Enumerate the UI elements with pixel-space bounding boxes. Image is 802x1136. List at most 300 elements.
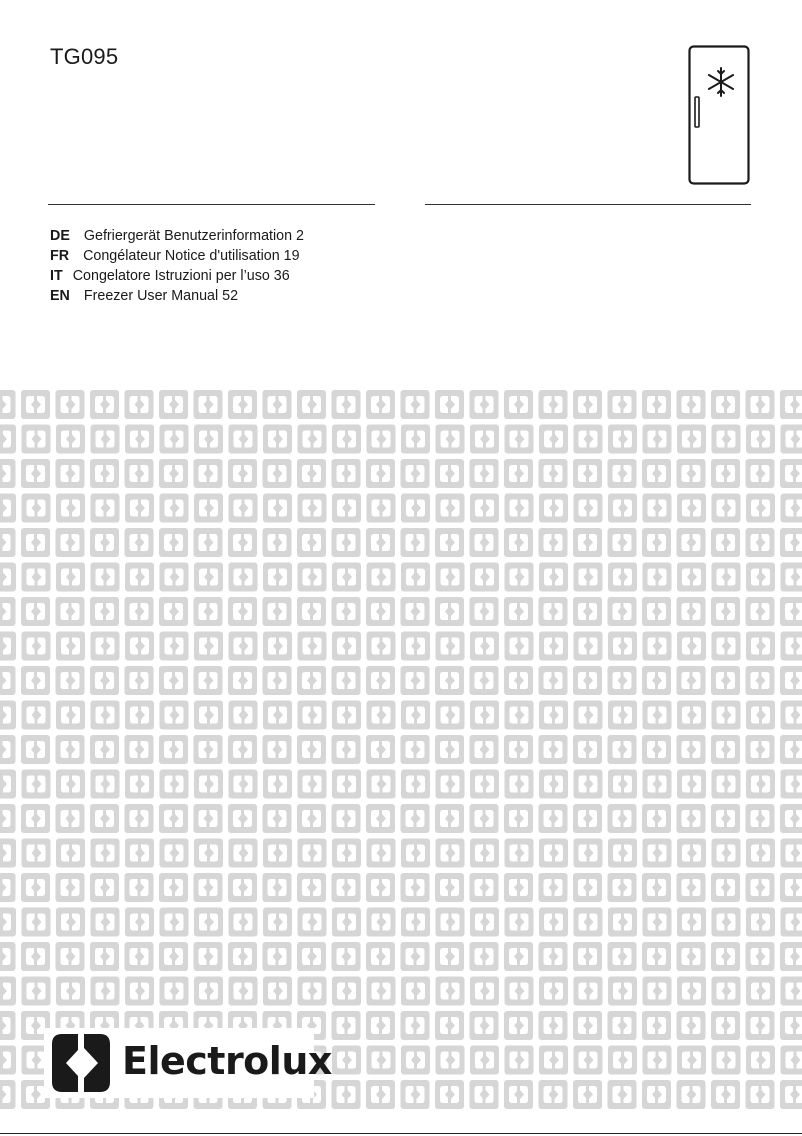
pattern-tile <box>608 977 637 1006</box>
pattern-tile <box>677 1080 706 1109</box>
pattern-tile <box>366 528 395 557</box>
pattern-tile <box>56 873 85 902</box>
pattern-tile <box>780 1080 802 1109</box>
pattern-tile <box>401 770 430 799</box>
pattern-tile <box>160 701 189 730</box>
pattern-tile <box>194 459 223 488</box>
pattern-tile <box>194 528 223 557</box>
pattern-tile <box>90 873 119 902</box>
pattern-tile <box>746 563 775 592</box>
pattern-tile <box>435 942 464 971</box>
pattern-tile <box>263 666 292 695</box>
pattern-tile <box>91 494 120 523</box>
pattern-tile <box>781 632 802 661</box>
pattern-tile <box>608 390 637 419</box>
pattern-tile <box>746 666 775 695</box>
pattern-tile <box>22 977 51 1006</box>
pattern-tile <box>367 908 396 937</box>
pattern-tile <box>21 459 50 488</box>
pattern-tile <box>56 735 85 764</box>
pattern-tile <box>539 1046 568 1075</box>
pattern-tile <box>573 666 602 695</box>
pattern-tile <box>194 804 223 833</box>
pattern-tile <box>780 666 802 695</box>
pattern-tile <box>574 494 603 523</box>
electrolux-logo-icon <box>48 1030 114 1096</box>
pattern-tile <box>367 563 396 592</box>
pattern-tile <box>91 632 120 661</box>
language-entry <box>50 246 304 266</box>
pattern-tile <box>608 873 637 902</box>
pattern-tile <box>298 839 327 868</box>
pattern-tile <box>401 1080 430 1109</box>
bottom-border <box>0 1133 802 1134</box>
pattern-tile <box>608 597 637 626</box>
pattern-tile <box>228 873 257 902</box>
pattern-tile <box>21 804 50 833</box>
pattern-tile <box>160 770 189 799</box>
pattern-tile <box>677 597 706 626</box>
pattern-tile <box>643 908 672 937</box>
pattern-tile <box>332 804 361 833</box>
pattern-tile <box>643 425 672 454</box>
pattern-tile <box>0 942 16 971</box>
pattern-tile <box>332 977 361 1006</box>
pattern-tile <box>677 735 706 764</box>
pattern-tile <box>0 597 16 626</box>
pattern-tile <box>229 770 258 799</box>
pattern-tile <box>677 873 706 902</box>
pattern-tile <box>574 908 603 937</box>
pattern-tile <box>21 666 50 695</box>
pattern-tile <box>0 804 16 833</box>
pattern-tile <box>159 390 188 419</box>
pattern-tile <box>642 597 671 626</box>
pattern-tile <box>401 528 430 557</box>
pattern-tile <box>0 494 16 523</box>
pattern-tile <box>677 770 706 799</box>
pattern-tile <box>194 632 223 661</box>
pattern-tile <box>746 1011 775 1040</box>
pattern-tile <box>0 735 16 764</box>
pattern-tile <box>0 666 16 695</box>
pattern-tile <box>401 459 430 488</box>
pattern-tile <box>746 1046 775 1075</box>
pattern-tile <box>677 528 706 557</box>
pattern-tile <box>297 735 326 764</box>
pattern-tile <box>573 1011 602 1040</box>
pattern-tile <box>22 632 51 661</box>
pattern-tile <box>677 425 706 454</box>
pattern-tile <box>160 494 189 523</box>
pattern-tile <box>436 494 465 523</box>
pattern-tile <box>436 632 465 661</box>
pattern-tile <box>711 942 740 971</box>
pattern-tile <box>263 804 292 833</box>
pattern-tile <box>0 425 16 454</box>
pattern-tile <box>332 528 361 557</box>
pattern-tile <box>746 770 775 799</box>
pattern-tile <box>608 632 637 661</box>
pattern-tile <box>366 666 395 695</box>
pattern-tile <box>263 942 292 971</box>
pattern-tile <box>332 1080 361 1109</box>
pattern-tile <box>194 494 223 523</box>
pattern-tile <box>160 632 189 661</box>
pattern-tile <box>608 770 637 799</box>
pattern-tile <box>712 701 741 730</box>
pattern-tile <box>574 839 603 868</box>
pattern-tile <box>539 804 568 833</box>
pattern-tile <box>780 735 802 764</box>
pattern-tile <box>746 632 775 661</box>
pattern-tile <box>194 908 223 937</box>
pattern-tile <box>539 977 568 1006</box>
pattern-tile <box>608 494 637 523</box>
pattern-tile <box>125 425 154 454</box>
pattern-tile <box>401 942 430 971</box>
pattern-tile <box>608 701 637 730</box>
pattern-tile <box>91 839 120 868</box>
pattern-tile <box>56 977 85 1006</box>
pattern-tile <box>228 942 257 971</box>
pattern-tile <box>401 804 430 833</box>
pattern-tile <box>573 804 602 833</box>
pattern-tile <box>608 1080 637 1109</box>
pattern-tile <box>505 977 534 1006</box>
pattern-tile <box>21 390 50 419</box>
pattern-tile <box>711 735 740 764</box>
pattern-tile <box>22 425 51 454</box>
language-code: EN <box>50 288 70 304</box>
pattern-tile <box>435 804 464 833</box>
pattern-tile <box>574 977 603 1006</box>
pattern-tile <box>712 425 741 454</box>
pattern-tile <box>0 977 16 1006</box>
pattern-tile <box>332 701 361 730</box>
pattern-tile <box>332 839 361 868</box>
pattern-tile <box>159 528 188 557</box>
pattern-tile <box>332 459 361 488</box>
pattern-tile <box>608 425 637 454</box>
pattern-tile <box>228 666 257 695</box>
pattern-tile <box>367 977 396 1006</box>
pattern-tile <box>746 839 775 868</box>
pattern-tile <box>712 632 741 661</box>
pattern-tile <box>608 735 637 764</box>
pattern-tile <box>746 1080 775 1109</box>
pattern-tile <box>228 459 257 488</box>
pattern-tile <box>435 1011 464 1040</box>
pattern-tile <box>436 977 465 1006</box>
pattern-tile <box>608 1011 637 1040</box>
pattern-tile <box>0 563 16 592</box>
pattern-tile <box>367 494 396 523</box>
pattern-tile <box>642 873 671 902</box>
pattern-tile <box>608 459 637 488</box>
pattern-tile <box>746 597 775 626</box>
pattern-tile <box>401 666 430 695</box>
pattern-tile <box>22 770 51 799</box>
pattern-tile <box>297 390 326 419</box>
pattern-tile <box>159 597 188 626</box>
pattern-tile <box>780 942 802 971</box>
pattern-tile <box>332 735 361 764</box>
pattern-tile <box>505 563 534 592</box>
pattern-tile <box>332 563 361 592</box>
pattern-tile <box>22 563 51 592</box>
pattern-tile <box>366 942 395 971</box>
pattern-tile <box>159 459 188 488</box>
pattern-tile <box>470 1011 499 1040</box>
pattern-tile <box>504 597 533 626</box>
pattern-tile <box>160 977 189 1006</box>
pattern-tile <box>401 701 430 730</box>
pattern-tile <box>263 459 292 488</box>
pattern-tile <box>711 804 740 833</box>
pattern-tile <box>90 666 119 695</box>
pattern-tile <box>470 908 499 937</box>
pattern-tile <box>332 873 361 902</box>
pattern-tile <box>539 425 568 454</box>
pattern-tile <box>56 563 85 592</box>
pattern-tile <box>504 735 533 764</box>
pattern-tile <box>0 770 16 799</box>
pattern-tile <box>470 597 499 626</box>
pattern-tile <box>22 839 51 868</box>
language-code: IT <box>50 268 63 284</box>
pattern-tile <box>56 804 85 833</box>
pattern-tile <box>470 632 499 661</box>
pattern-tile <box>504 873 533 902</box>
pattern-tile <box>470 390 499 419</box>
pattern-tile <box>608 908 637 937</box>
pattern-tile <box>435 390 464 419</box>
pattern-tile <box>505 632 534 661</box>
pattern-tile <box>298 701 327 730</box>
pattern-tile <box>781 977 802 1006</box>
pattern-tile <box>194 942 223 971</box>
pattern-tile <box>505 908 534 937</box>
pattern-tile <box>91 908 120 937</box>
pattern-tile <box>125 804 154 833</box>
pattern-tile <box>436 563 465 592</box>
pattern-tile <box>91 563 120 592</box>
pattern-tile <box>539 873 568 902</box>
pattern-tile <box>712 977 741 1006</box>
pattern-tile <box>470 701 499 730</box>
pattern-tile <box>229 908 258 937</box>
pattern-tile <box>712 839 741 868</box>
pattern-tile <box>539 666 568 695</box>
pattern-tile <box>56 528 85 557</box>
pattern-tile <box>746 528 775 557</box>
pattern-tile <box>711 666 740 695</box>
pattern-tile <box>366 1080 395 1109</box>
pattern-tile <box>642 666 671 695</box>
pattern-tile <box>297 459 326 488</box>
pattern-tile <box>297 873 326 902</box>
pattern-tile <box>436 908 465 937</box>
pattern-tile <box>573 528 602 557</box>
pattern-tile <box>677 1011 706 1040</box>
pattern-tile <box>0 701 16 730</box>
pattern-tile <box>160 425 189 454</box>
pattern-tile <box>263 839 292 868</box>
pattern-tile <box>332 425 361 454</box>
pattern-tile <box>505 770 534 799</box>
pattern-tile <box>504 528 533 557</box>
pattern-tile <box>263 528 292 557</box>
pattern-tile <box>91 977 120 1006</box>
language-code: FR <box>50 248 70 264</box>
pattern-tile <box>298 977 327 1006</box>
pattern-tile <box>367 770 396 799</box>
pattern-tile <box>642 942 671 971</box>
pattern-tile <box>401 1011 430 1040</box>
pattern-tile <box>712 563 741 592</box>
pattern-tile <box>0 839 16 868</box>
pattern-tile <box>470 873 499 902</box>
pattern-tile <box>56 839 85 868</box>
pattern-tile <box>780 459 802 488</box>
pattern-tile <box>366 873 395 902</box>
pattern-tile <box>194 873 223 902</box>
pattern-tile <box>781 701 802 730</box>
pattern-tile <box>0 1011 16 1040</box>
model-number: TG095 <box>50 44 119 69</box>
language-description: Congélateur Notice d'utilisation 19 <box>83 248 300 264</box>
pattern-tile <box>780 804 802 833</box>
pattern-tile <box>746 494 775 523</box>
pattern-tile <box>125 528 154 557</box>
pattern-tile <box>56 597 85 626</box>
pattern-tile <box>642 459 671 488</box>
pattern-tile <box>470 770 499 799</box>
pattern-tile <box>401 908 430 937</box>
pattern-tile <box>470 804 499 833</box>
pattern-tile <box>746 425 775 454</box>
pattern-tile <box>401 873 430 902</box>
electrolux-logo-pattern <box>0 388 802 1116</box>
pattern-tile <box>436 701 465 730</box>
pattern-tile <box>194 839 223 868</box>
pattern-tile <box>194 390 223 419</box>
pattern-tile <box>366 459 395 488</box>
pattern-tile <box>504 942 533 971</box>
pattern-tile <box>608 528 637 557</box>
pattern-tile <box>608 804 637 833</box>
pattern-tile <box>90 942 119 971</box>
language-entry <box>50 286 304 306</box>
pattern-tile <box>160 908 189 937</box>
pattern-tile <box>470 459 499 488</box>
pattern-tile <box>505 425 534 454</box>
pattern-tile <box>229 977 258 1006</box>
pattern-tile <box>574 1046 603 1075</box>
pattern-tile <box>573 873 602 902</box>
pattern-tile <box>90 735 119 764</box>
pattern-tile <box>228 528 257 557</box>
pattern-tile <box>746 390 775 419</box>
pattern-tile <box>263 425 292 454</box>
pattern-tile <box>332 632 361 661</box>
pattern-tile <box>539 528 568 557</box>
pattern-tile <box>56 770 85 799</box>
pattern-tile <box>401 425 430 454</box>
pattern-tile <box>677 666 706 695</box>
pattern-tile <box>0 908 16 937</box>
pattern-tile <box>263 597 292 626</box>
pattern-tile <box>0 528 16 557</box>
language-description: Gefriergerät Benutzerinformation 2 <box>83 228 304 244</box>
pattern-tile <box>0 873 16 902</box>
pattern-tile <box>780 528 802 557</box>
pattern-tile <box>435 459 464 488</box>
language-description: Congelatore Istruzioni per l’uso 36 <box>72 268 290 284</box>
pattern-tile <box>435 528 464 557</box>
pattern-tile <box>90 804 119 833</box>
pattern-tile <box>90 597 119 626</box>
pattern-tile <box>298 908 327 937</box>
pattern-tile <box>194 735 223 764</box>
pattern-tile <box>539 597 568 626</box>
brand-name: Electrolux <box>122 1039 332 1083</box>
pattern-tile <box>470 735 499 764</box>
pattern-tile <box>263 977 292 1006</box>
pattern-tile <box>21 942 50 971</box>
pattern-tile <box>263 701 292 730</box>
pattern-tile <box>367 632 396 661</box>
pattern-tile <box>642 1011 671 1040</box>
pattern-tile <box>746 873 775 902</box>
pattern-tile <box>0 1046 16 1075</box>
pattern-tile <box>677 563 706 592</box>
pattern-tile <box>263 563 292 592</box>
pattern-tile <box>125 597 154 626</box>
pattern-tile <box>298 494 327 523</box>
pattern-tile <box>0 459 16 488</box>
pattern-tile <box>504 1011 533 1040</box>
pattern-tile <box>539 839 568 868</box>
pattern-tile <box>642 735 671 764</box>
pattern-tile <box>643 632 672 661</box>
pattern-tile <box>746 459 775 488</box>
pattern-tile <box>298 770 327 799</box>
pattern-tile <box>367 425 396 454</box>
pattern-tile <box>298 563 327 592</box>
pattern-tile <box>643 563 672 592</box>
pattern-tile <box>91 701 120 730</box>
pattern-tile <box>401 977 430 1006</box>
pattern-tile <box>677 908 706 937</box>
pattern-tile <box>22 701 51 730</box>
divider-right <box>425 204 751 205</box>
pattern-tile <box>332 390 361 419</box>
pattern-tile <box>539 563 568 592</box>
pattern-tile <box>781 770 802 799</box>
pattern-tile <box>642 390 671 419</box>
pattern-tile <box>125 839 154 868</box>
pattern-tile <box>711 597 740 626</box>
pattern-tile <box>125 390 154 419</box>
pattern-tile <box>125 942 154 971</box>
pattern-tile <box>22 494 51 523</box>
pattern-tile <box>263 494 292 523</box>
pattern-tile <box>125 873 154 902</box>
pattern-tile <box>642 1080 671 1109</box>
pattern-tile <box>781 1046 802 1075</box>
